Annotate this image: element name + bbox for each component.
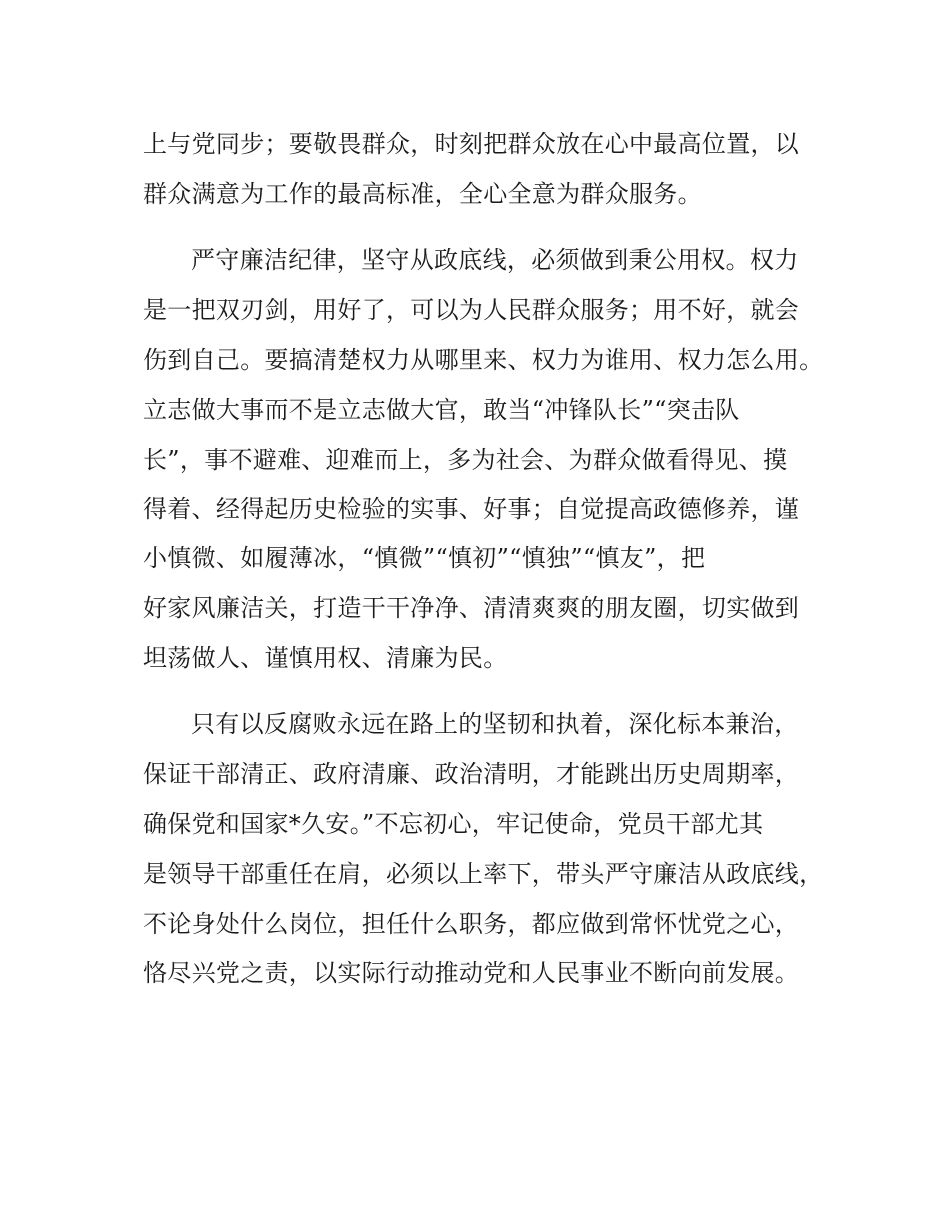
text-line: 坦荡做人、谨慎用权、清廉为民。 <box>143 644 508 672</box>
text-line: 恪尽兴党之责，以实际行动推动党和人民事业不断向前发展。 <box>143 959 800 987</box>
text-line: 保证干部清正、政府清廉、政治清明，才能跳出历史周期率， <box>143 760 800 788</box>
text-line: 群众满意为工作的最高标准，全心全意为群众服务。 <box>143 180 702 208</box>
text-line: 小慎微、如履薄冰，“慎微”“慎初”“慎独”“慎友”，把 <box>143 544 706 572</box>
text-line: 得着、经得起历史检验的实事、好事；自觉提高政德修养，谨 <box>143 495 800 523</box>
text-line: 是领导干部重任在肩，必须以上率下，带头严守廉洁从政底线， <box>143 860 824 888</box>
text-line: 立志做大事而不是立志做大官，敢当“冲锋队长”“突击队 <box>143 396 740 424</box>
text-line: 长”，事不避难、迎难而上，多为社会、为群众做看得见、摸 <box>143 446 788 474</box>
text-line: 好家风廉洁关，打造干干净净、清清爽爽的朋友圈，切实做到 <box>143 594 800 622</box>
text-line: 不论身处什么岗位，担任什么职务，都应做到常怀忧党之心， <box>143 910 800 938</box>
text-line: 伤到自己。要搞清楚权力从哪里来、权力为谁用、权力怎么用。 <box>143 346 824 374</box>
paragraph-first-line: 严守廉洁纪律，坚守从政底线，必须做到秉公用权。权力 <box>191 246 799 274</box>
text-line: 是一把双刃剑，用好了，可以为人民群众服务；用不好，就会 <box>143 296 800 324</box>
text-line: 确保党和国家*久安。”不忘初心，牢记使命，党员干部尤其 <box>143 810 764 838</box>
paragraph-first-line: 只有以反腐败永远在路上的坚韧和执着，深化标本兼治， <box>191 710 799 738</box>
text-line: 上与党同步；要敬畏群众，时刻把群众放在心中最高位置，以 <box>143 130 800 158</box>
